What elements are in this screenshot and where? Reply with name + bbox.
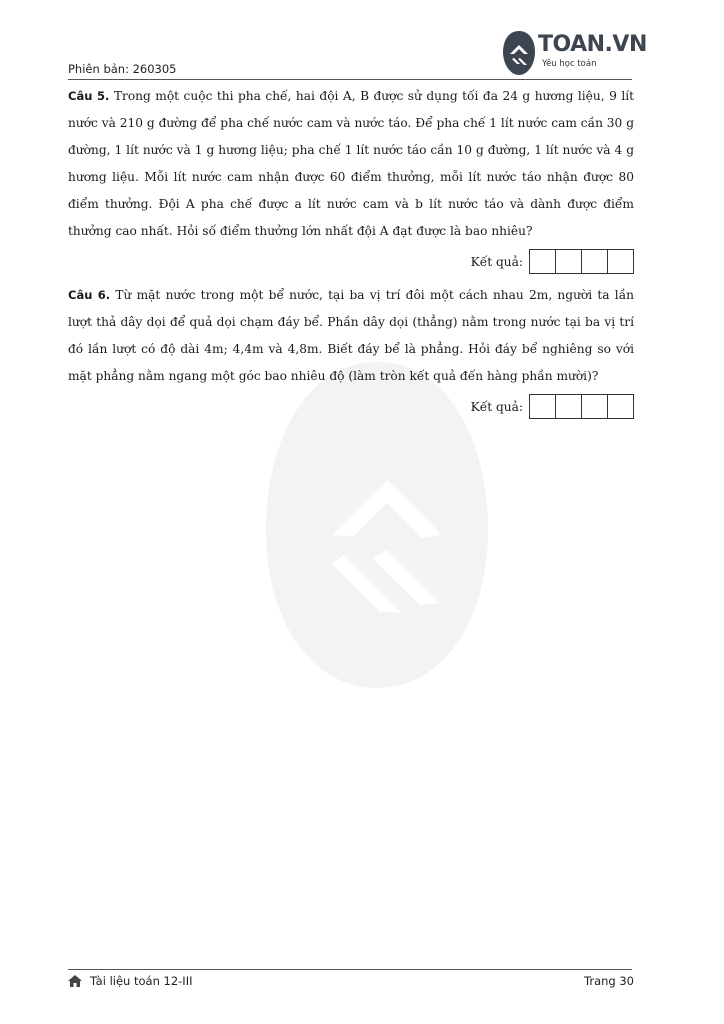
answer-box[interactable] [607,250,633,273]
result-label: Kết quả: [470,399,523,414]
home-icon [68,975,82,987]
answer-box[interactable] [581,250,607,273]
answer-boxes [529,249,634,274]
footer-rule [68,969,632,970]
question-5-label: Câu 5. [68,89,110,103]
question-6-body: Từ mặt nước trong một bể nước, tại ba vị trí đôi một cách nhau 2m, người ta lần lượt thả dây dọi để quả dọi chạm đáy bể. Phần dây dọi (thẳng) nằm trong nước tại ba vị trí đó lần lượt có độ dài 4m; 4,4m và 4,8m. Biết đáy bể là phẳng. Hỏi đáy bể nghiêng so với mặt phẳng nằm ngang một góc bao nhiêu độ (làm tròn kết quả đến hàng phần mười)? [68,288,635,383]
header-rule [68,79,632,80]
answer-box[interactable] [530,395,555,418]
logo-watermark [262,360,492,690]
answer-box[interactable] [555,250,581,273]
logo [502,30,647,78]
answer-box[interactable] [581,395,607,418]
answer-boxes [529,394,634,419]
question-5-body: Trong một cuộc thi pha chế, hai đội A, B được sử dụng tối đa 24 g hương liệu, 9 lít nước và 210 g đường để pha chế nước cam và nước táo. Để pha chế 1 lít nước cam cần 30 g đường, 1 lít nước và 1 g hương liệu; pha chế 1 lít nước táo cần 10 g đường, 1 lít nước và 4 g hương liệu. Mỗi lít nước cam nhận được 60 điểm thưởng, mỗi lít nước táo nhận được 80 điểm thưởng. Đội A pha chế được a lít nước cam và b lít nước táo và dành được điểm thưởng cao nhất. Hỏi số điểm thưởng lớn nhất đội A đạt được là bao nhiêu? [68,89,635,238]
toanvn-logo-icon [502,30,536,76]
footer-left [68,974,192,988]
logo-slogan: Yêu học toán [542,59,597,69]
question-5-result [471,249,634,274]
answer-box[interactable] [530,250,555,273]
logo-name: TOAN.VN [538,32,647,57]
question-6-text [68,282,634,390]
result-label: Kết quả: [470,254,523,269]
question-6-result [471,394,634,419]
answer-box[interactable] [555,395,581,418]
version-label: Phiên bản: 260305 [68,62,177,76]
answer-box[interactable] [607,395,633,418]
question-5-text [68,83,634,245]
question-6 [68,282,634,390]
page-number: Trang 30 [584,974,634,988]
question-6-label: Câu 6. [68,288,111,302]
question-5 [68,83,634,245]
footer-document-title: Tài liệu toán 12-III [90,974,193,988]
